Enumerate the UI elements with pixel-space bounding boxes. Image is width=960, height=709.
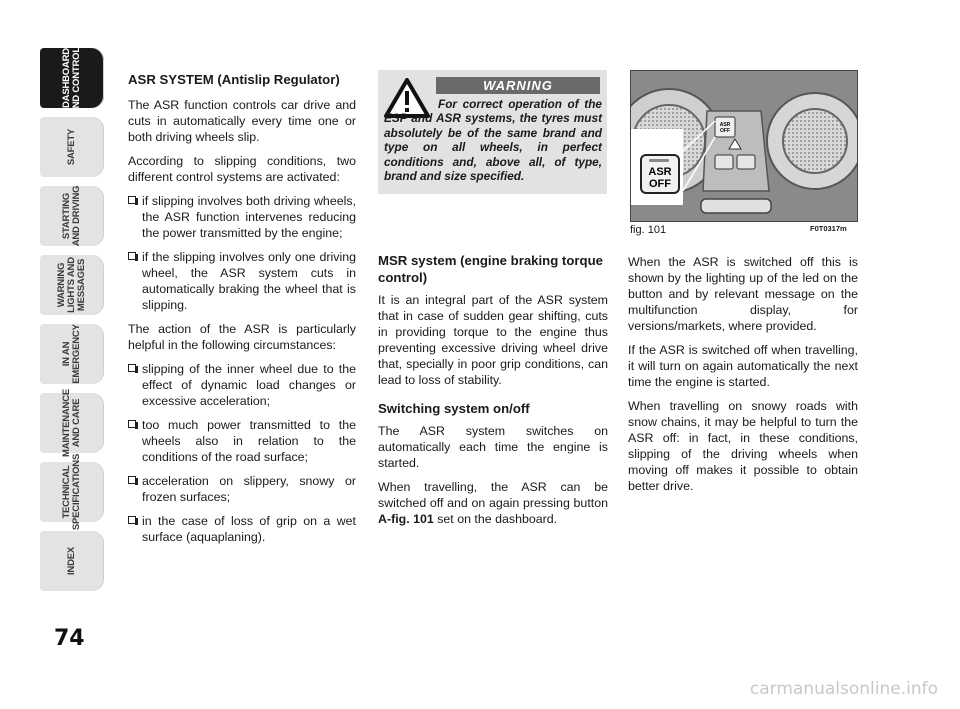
small-asr-label: ASR: [719, 122, 731, 128]
figure-reference: A-fig. 101: [378, 512, 434, 526]
paragraph-text: When travelling, the ASR can be switched off and on again pressing button: [378, 480, 608, 510]
list-item: [128, 513, 356, 545]
bullet-list: [128, 193, 356, 313]
paragraph-text: set on the dashboard.: [433, 512, 558, 526]
paragraph: The ASR system switches on automatically each time the engine is started.: [378, 424, 608, 470]
checkbox-bullet-icon: [128, 476, 136, 484]
section-title: ASR SYSTEM (Antislip Regulator): [128, 72, 340, 87]
tab-index[interactable]: [40, 531, 104, 591]
paragraph: If the ASR is switched off when travelling, it will turn on again automatically the next time the engine is started.: [628, 343, 858, 389]
tab-label: WARNING LIGHTS AND MESSAGES: [56, 257, 87, 313]
list-item-text: if the slipping involves only one driving wheel, the ASR system cuts in automatically braking the wheel that is slipping.: [142, 250, 356, 312]
dashboard-illustration: [631, 71, 857, 221]
figure-caption: fig. 101: [630, 224, 667, 236]
paragraph: It is an integral part of the ASR system that in case of sudden gear shifting, cuts in providing torque to the engine thus preventing excessive driving wheel drive that, specially in poor grip conditions, can lead to loss of stability.: [378, 293, 608, 387]
tab-starting-and-driving[interactable]: [40, 186, 104, 246]
list-item-text: if slipping involves both driving wheels, the ASR function intervenes reducing the power transmitted by the engine;: [142, 194, 356, 240]
checkbox-bullet-icon: [128, 196, 136, 204]
asr-button-label: ASR: [648, 166, 672, 178]
list-item: [128, 361, 356, 409]
section-title: Switching system on/off: [378, 401, 530, 416]
checkbox-bullet-icon: [128, 252, 136, 260]
list-item-text: too much power transmitted to the wheels also in relation to the conditions of the road surface;: [142, 418, 356, 464]
bullet-list: [128, 361, 356, 545]
list-item: [128, 249, 356, 313]
paragraph: According to slipping conditions, two different control systems are activated:: [128, 154, 356, 184]
tab-warning-lights[interactable]: [40, 255, 104, 315]
dashboard-figure: [630, 70, 858, 222]
small-off-label: OFF: [720, 128, 730, 134]
paragraph: [378, 479, 608, 527]
list-item-text: in the case of loss of grip on a wet surface (aquaplaning).: [142, 514, 356, 544]
tab-in-an-emergency[interactable]: [40, 324, 104, 384]
tab-label: DASHBOARD AND CONTROLS: [61, 40, 82, 116]
tab-technical-specifications[interactable]: [40, 453, 104, 531]
list-item-text: acceleration on slippery, snowy or frozen surfaces;: [142, 474, 356, 504]
watermark: carmanualsonline.info: [749, 679, 938, 699]
list-item: [128, 193, 356, 241]
msr-section: [378, 252, 608, 535]
tab-label: STARTING AND DRIVING: [61, 185, 82, 247]
page-number: 74: [54, 626, 85, 651]
warning-title: WARNING: [436, 77, 600, 94]
checkbox-bullet-icon: [128, 516, 136, 524]
tab-label: INDEX: [66, 546, 77, 576]
list-item: [128, 417, 356, 465]
paragraph: When travelling on snowy roads with snow chains, it may be helpful to turn the ASR off: in fact, in these conditions, slipping of the driving wheels when moving off makes it possible to obtain better drive.: [628, 399, 858, 493]
off-button-label: OFF: [649, 178, 671, 190]
tab-label: SAFETY: [66, 128, 77, 166]
paragraph: When the ASR is switched off this is shown by the lighting up of the led on the button and by relevant message on the multifunction display, for versions/markets, where provided.: [628, 255, 858, 333]
section-title: MSR system (engine braking torque control): [378, 253, 603, 285]
tab-label: MAINTENANCE AND CARE: [61, 389, 82, 457]
warning-box: [378, 70, 607, 194]
paragraph: The action of the ASR is particularly helpful in the following circumstances:: [128, 322, 356, 352]
list-item-text: slipping of the inner wheel due to the effect of dynamic load changes or excessive acceleration;: [142, 362, 356, 408]
asr-section: [128, 72, 356, 553]
warning-text: For correct operation of the ESP and ASR systems, the tyres must absolutely be of the same brand and type on all wheels, in perfect conditions and, above all, of type, brand and size specified.: [384, 97, 602, 184]
tab-maintenance-and-care[interactable]: [40, 389, 104, 457]
tab-label: TECHNICAL SPECIFICATIONS: [61, 453, 82, 531]
tab-label: IN AN EMERGENCY: [61, 324, 82, 384]
chapter-tabs: [40, 40, 104, 600]
paragraph: The ASR function controls car drive and cuts in automatically every time one or both driving wheels slip.: [128, 98, 356, 144]
figure-code: F0T0317m: [810, 224, 847, 233]
checkbox-bullet-icon: [128, 364, 136, 372]
asr-off-section: [628, 254, 858, 502]
checkbox-bullet-icon: [128, 420, 136, 428]
tab-safety[interactable]: [40, 117, 104, 177]
tab-dashboard-and-controls[interactable]: [40, 40, 104, 116]
list-item: [128, 473, 356, 505]
